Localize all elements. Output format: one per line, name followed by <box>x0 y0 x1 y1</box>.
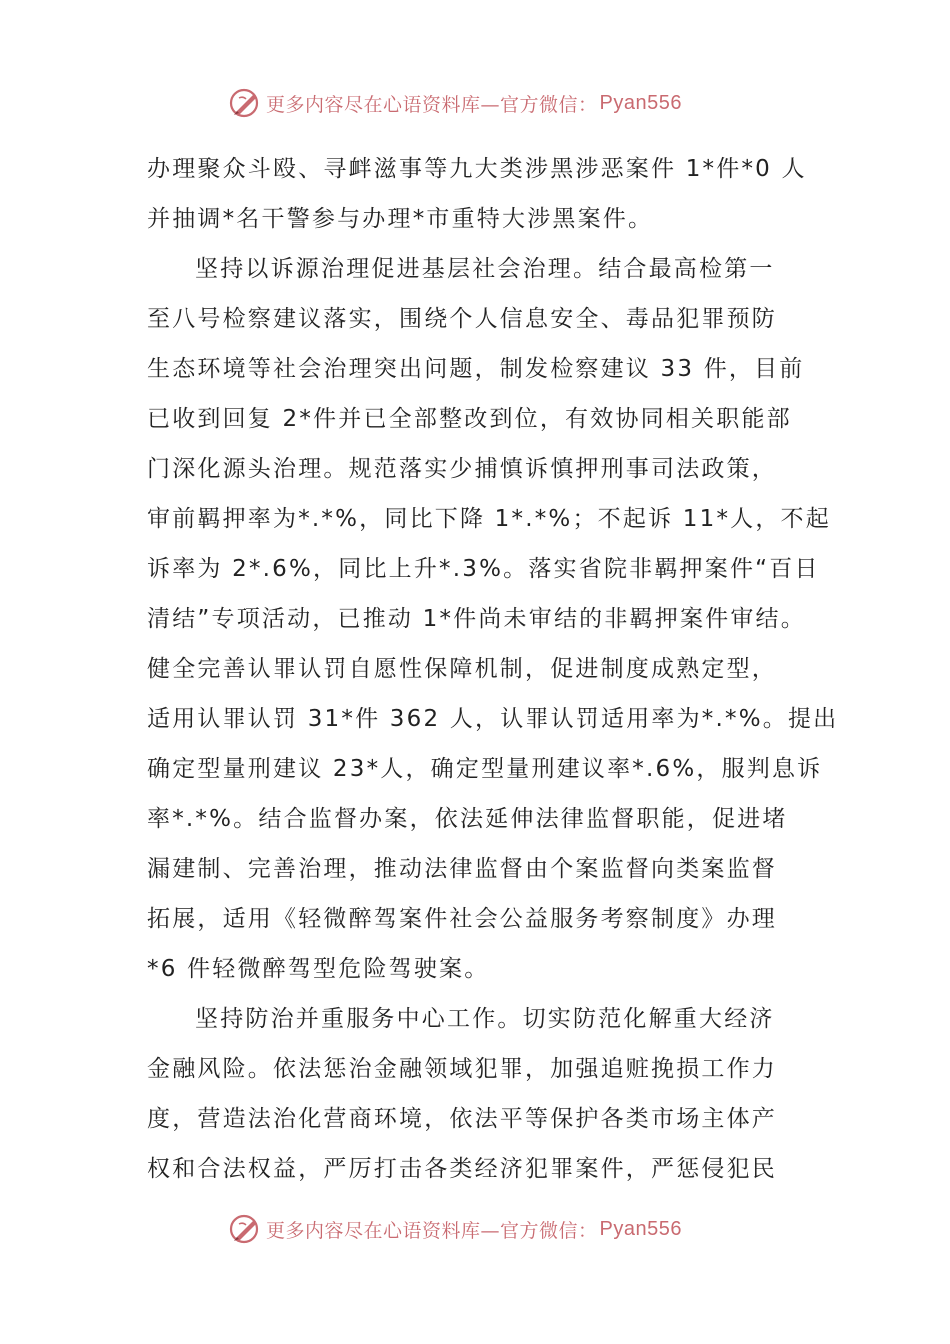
text-line: 金融风险。依法惩治金融领域犯罪，加强追赃挽损工作力 <box>147 1056 777 1082</box>
text-line: 率*.*%。结合监督办案，依法延伸法律监督职能，促进堵 <box>147 806 788 832</box>
text-line: 确定型量刑建议 23*人，确定型量刑建议率*.6%，服判息诉 <box>147 756 823 782</box>
text-line: 清结”专项活动，已推动 1*件尚未审结的非羁押案件审结。 <box>147 606 806 632</box>
text-line: *6 件轻微醉驾型危险驾驶案。 <box>147 956 490 982</box>
paragraph-heading-line: 坚持以诉源治理促进基层社会治理。结合最高检第一 <box>195 256 775 282</box>
text-line: 漏建制、完善治理，推动法律监督由个案监督向类案监督 <box>147 856 777 882</box>
text-line: 度，营造法治化营商环境，依法平等保护各类市场主体产 <box>147 1106 777 1132</box>
text-line: 诉率为 2*.6%，同比上升*.3%。落实省院非羁押案件“百日 <box>147 556 820 582</box>
footer-banner-handle: Pyan556 <box>599 1217 682 1240</box>
text-line: 生态环境等社会治理突出问题，制发检察建议 33 件，目前 <box>147 356 805 382</box>
text-line: 权和合法权益，严厉打击各类经济犯罪案件，严惩侵犯民 <box>147 1156 777 1182</box>
text-line: 健全完善认罪认罚自愿性保障机制，促进制度成熟定型， <box>147 656 777 682</box>
header-watermark-banner <box>228 86 748 120</box>
footer-watermark-banner <box>228 1212 748 1246</box>
text-line: 至八号检察建议落实，围绕个人信息安全、毒品犯罪预防 <box>147 306 777 332</box>
text-line: 适用认罪认罚 31*件 362 人，认罪认罚适用率为*.*%。提出 <box>147 706 839 732</box>
text-line: 拓展，适用《轻微醉驾案件社会公益服务考察制度》办理 <box>147 906 777 932</box>
footer-banner-text: 更多内容尽在心语资料库—官方微信： <box>266 1219 598 1242</box>
text-line: 门深化源头治理。规范落实少捕慎诉慎押刑事司法政策， <box>147 456 777 482</box>
header-banner-handle: Pyan556 <box>599 91 682 114</box>
text-line: 办理聚众斗殴、寻衅滋事等九大类涉黑涉恶案件 1*件*0 人 <box>147 156 807 182</box>
document-body <box>147 144 839 1194</box>
paragraph-heading-line: 坚持防治并重服务中心工作。切实防范化解重大经济 <box>195 1006 775 1032</box>
text-line: 已收到回复 2*件并已全部整改到位，有效协同相关职能部 <box>147 406 792 432</box>
text-line: 并抽调*名干警参与办理*市重特大涉黑案件。 <box>147 206 654 232</box>
text-line: 审前羁押率为*.*%，同比下降 1*.*%；不起诉 11*人，不起 <box>147 506 831 532</box>
pen-circle-logo-icon <box>228 86 262 120</box>
pen-circle-logo-icon <box>228 1212 262 1246</box>
header-banner-text: 更多内容尽在心语资料库—官方微信： <box>266 93 598 116</box>
